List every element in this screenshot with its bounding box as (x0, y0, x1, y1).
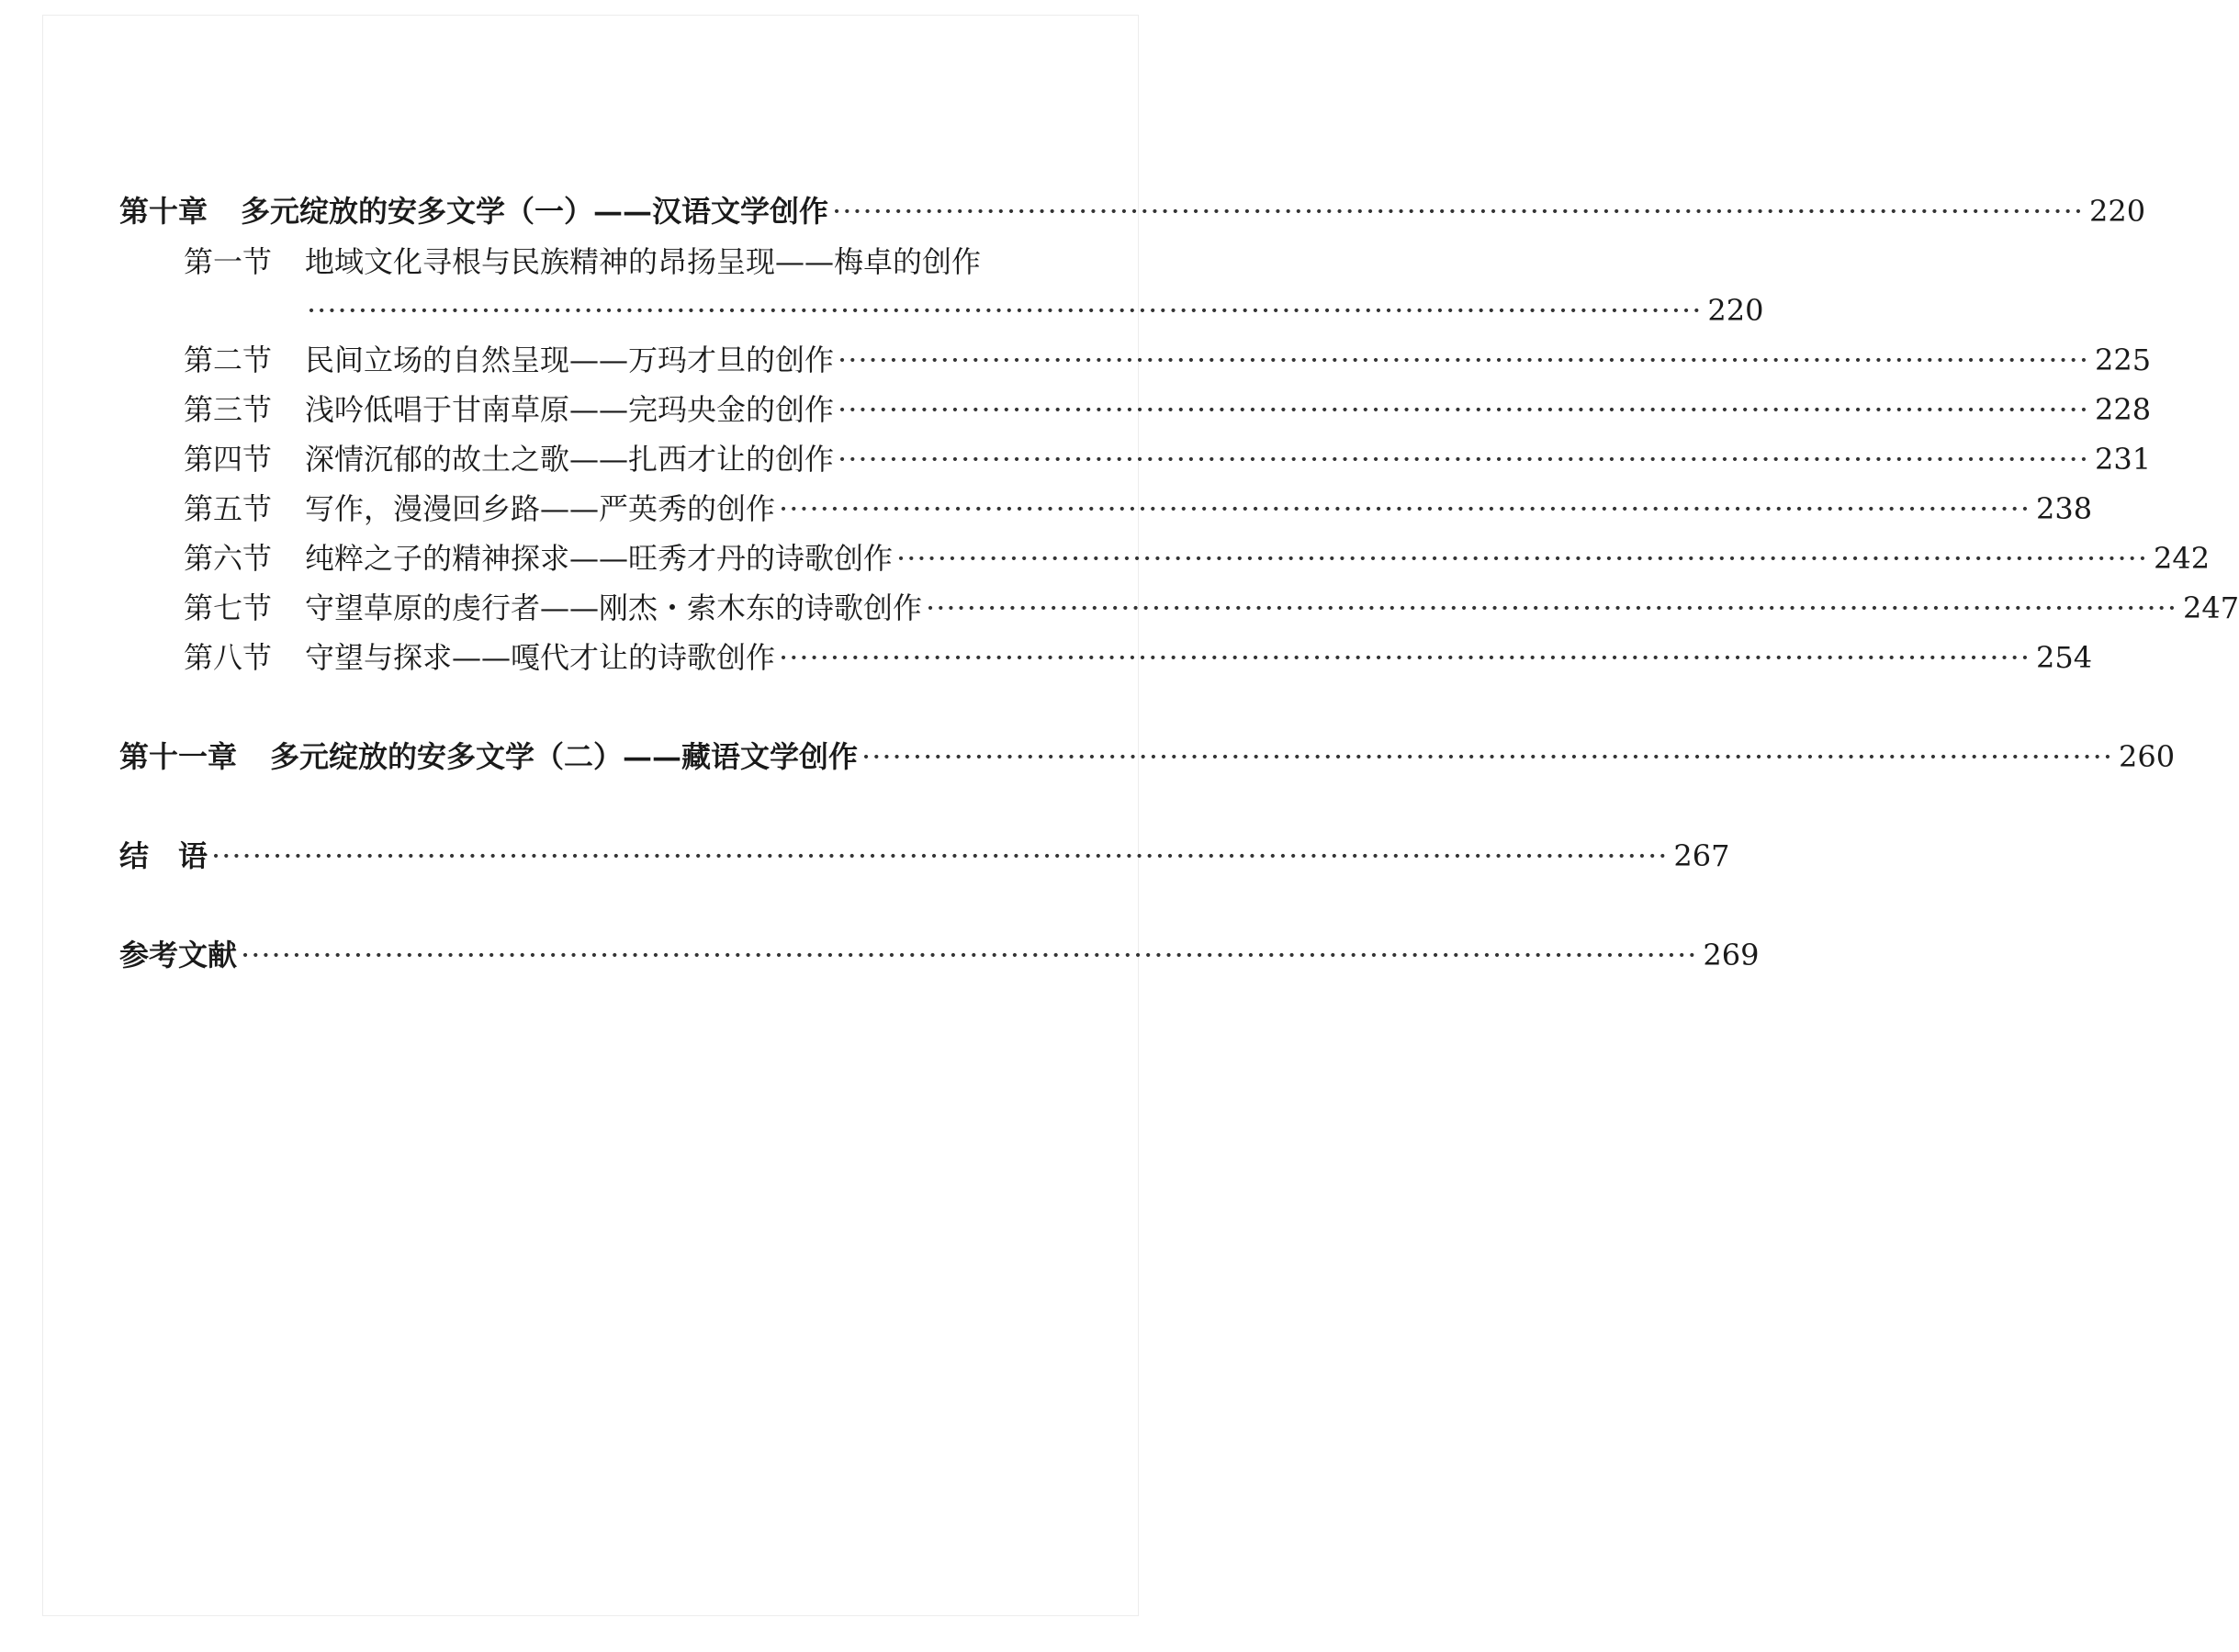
toc-chapter-11[interactable] (119, 736, 2176, 777)
dot-leader: ········································································································································ (307, 293, 1703, 328)
dot-leader: ·························································································································· (896, 541, 2148, 576)
conclusion-title: 结 语 (119, 838, 208, 873)
section-title: 深情沉郁的故土之歌——扎西才让的创作 (305, 442, 835, 477)
section-title: 地域文化寻根与民族精神的昂扬呈现——梅卓的创作 (305, 244, 982, 279)
dot-leader: ·························································································································· (838, 343, 2089, 377)
section-title: 浅吟低唱于甘南草原——完玛央金的创作 (305, 392, 835, 427)
toc-conclusion[interactable] (119, 836, 1730, 876)
page-number: 231 (2095, 442, 2152, 477)
toc-section-3[interactable] (184, 389, 2152, 430)
page-number: 242 (2154, 541, 2211, 576)
section-title: 守望草原的虔行者——刚杰・索木东的诗歌创作 (305, 590, 923, 625)
dot-leader: ·························································································································· (779, 640, 2031, 675)
toc-references[interactable] (119, 935, 1760, 975)
dot-leader: ·························································································································· (926, 590, 2177, 625)
dot-leader: ·························································································································· (838, 392, 2089, 427)
section-number: 第三节 (184, 392, 273, 427)
page-number: 238 (2036, 491, 2093, 526)
dot-leader: ·························································································································· (838, 442, 2089, 477)
page-number: 254 (2036, 640, 2093, 675)
table-of-contents (119, 0, 2239, 1652)
section-number: 第八节 (184, 640, 273, 675)
references-title: 参考文献 (119, 938, 238, 972)
dot-leader: ·············································································································································· (241, 938, 1698, 972)
toc-section-8[interactable] (184, 637, 2093, 678)
page-number: 225 (2095, 343, 2152, 377)
dot-leader: ·························································································································· (861, 739, 2113, 774)
dot-leader: ·························································································································· (832, 194, 2084, 229)
section-number: 第五节 (184, 491, 273, 526)
dot-leader: ·············································································································································· (211, 838, 1669, 873)
toc-section-5[interactable] (184, 489, 2093, 529)
chapter-title: 多元绽放的安多文学（二）——藏语文学创作 (270, 739, 859, 774)
section-title: 纯粹之子的精神探求——旺秀才丹的诗歌创作 (305, 541, 894, 576)
toc-chapter-10[interactable] (119, 191, 2146, 231)
toc-section-4[interactable] (184, 439, 2152, 479)
chapter-number: 第十章 (119, 194, 208, 229)
section-title: 民间立场的自然呈现——万玛才旦的创作 (305, 343, 835, 377)
section-title: 守望与探求——嘎代才让的诗歌创作 (305, 640, 776, 675)
page-number: 228 (2095, 392, 2152, 427)
section-number: 第七节 (184, 590, 273, 625)
page-number: 247 (2183, 590, 2239, 625)
section-number: 第四节 (184, 442, 273, 477)
dot-leader: ·························································································································· (779, 491, 2031, 526)
toc-section-6[interactable] (184, 538, 2211, 579)
page-number: 220 (1707, 293, 1764, 328)
toc-section-1-continuation[interactable] (307, 290, 1764, 331)
toc-section-2[interactable] (184, 340, 2152, 380)
toc-section-1[interactable] (184, 242, 1124, 282)
section-number: 第一节 (184, 244, 273, 279)
toc-section-7[interactable] (184, 588, 2239, 628)
section-number: 第六节 (184, 541, 273, 576)
chapter-title: 多元绽放的安多文学（一）——汉语文学创作 (241, 194, 829, 229)
page-number: 269 (1703, 938, 1760, 972)
page-number: 267 (1673, 838, 1730, 873)
section-title: 写作，漫漫回乡路——严英秀的创作 (305, 491, 776, 526)
section-number: 第二节 (184, 343, 273, 377)
page-number: 220 (2089, 194, 2146, 229)
chapter-number: 第十一章 (119, 739, 238, 774)
page-number: 260 (2119, 739, 2176, 774)
